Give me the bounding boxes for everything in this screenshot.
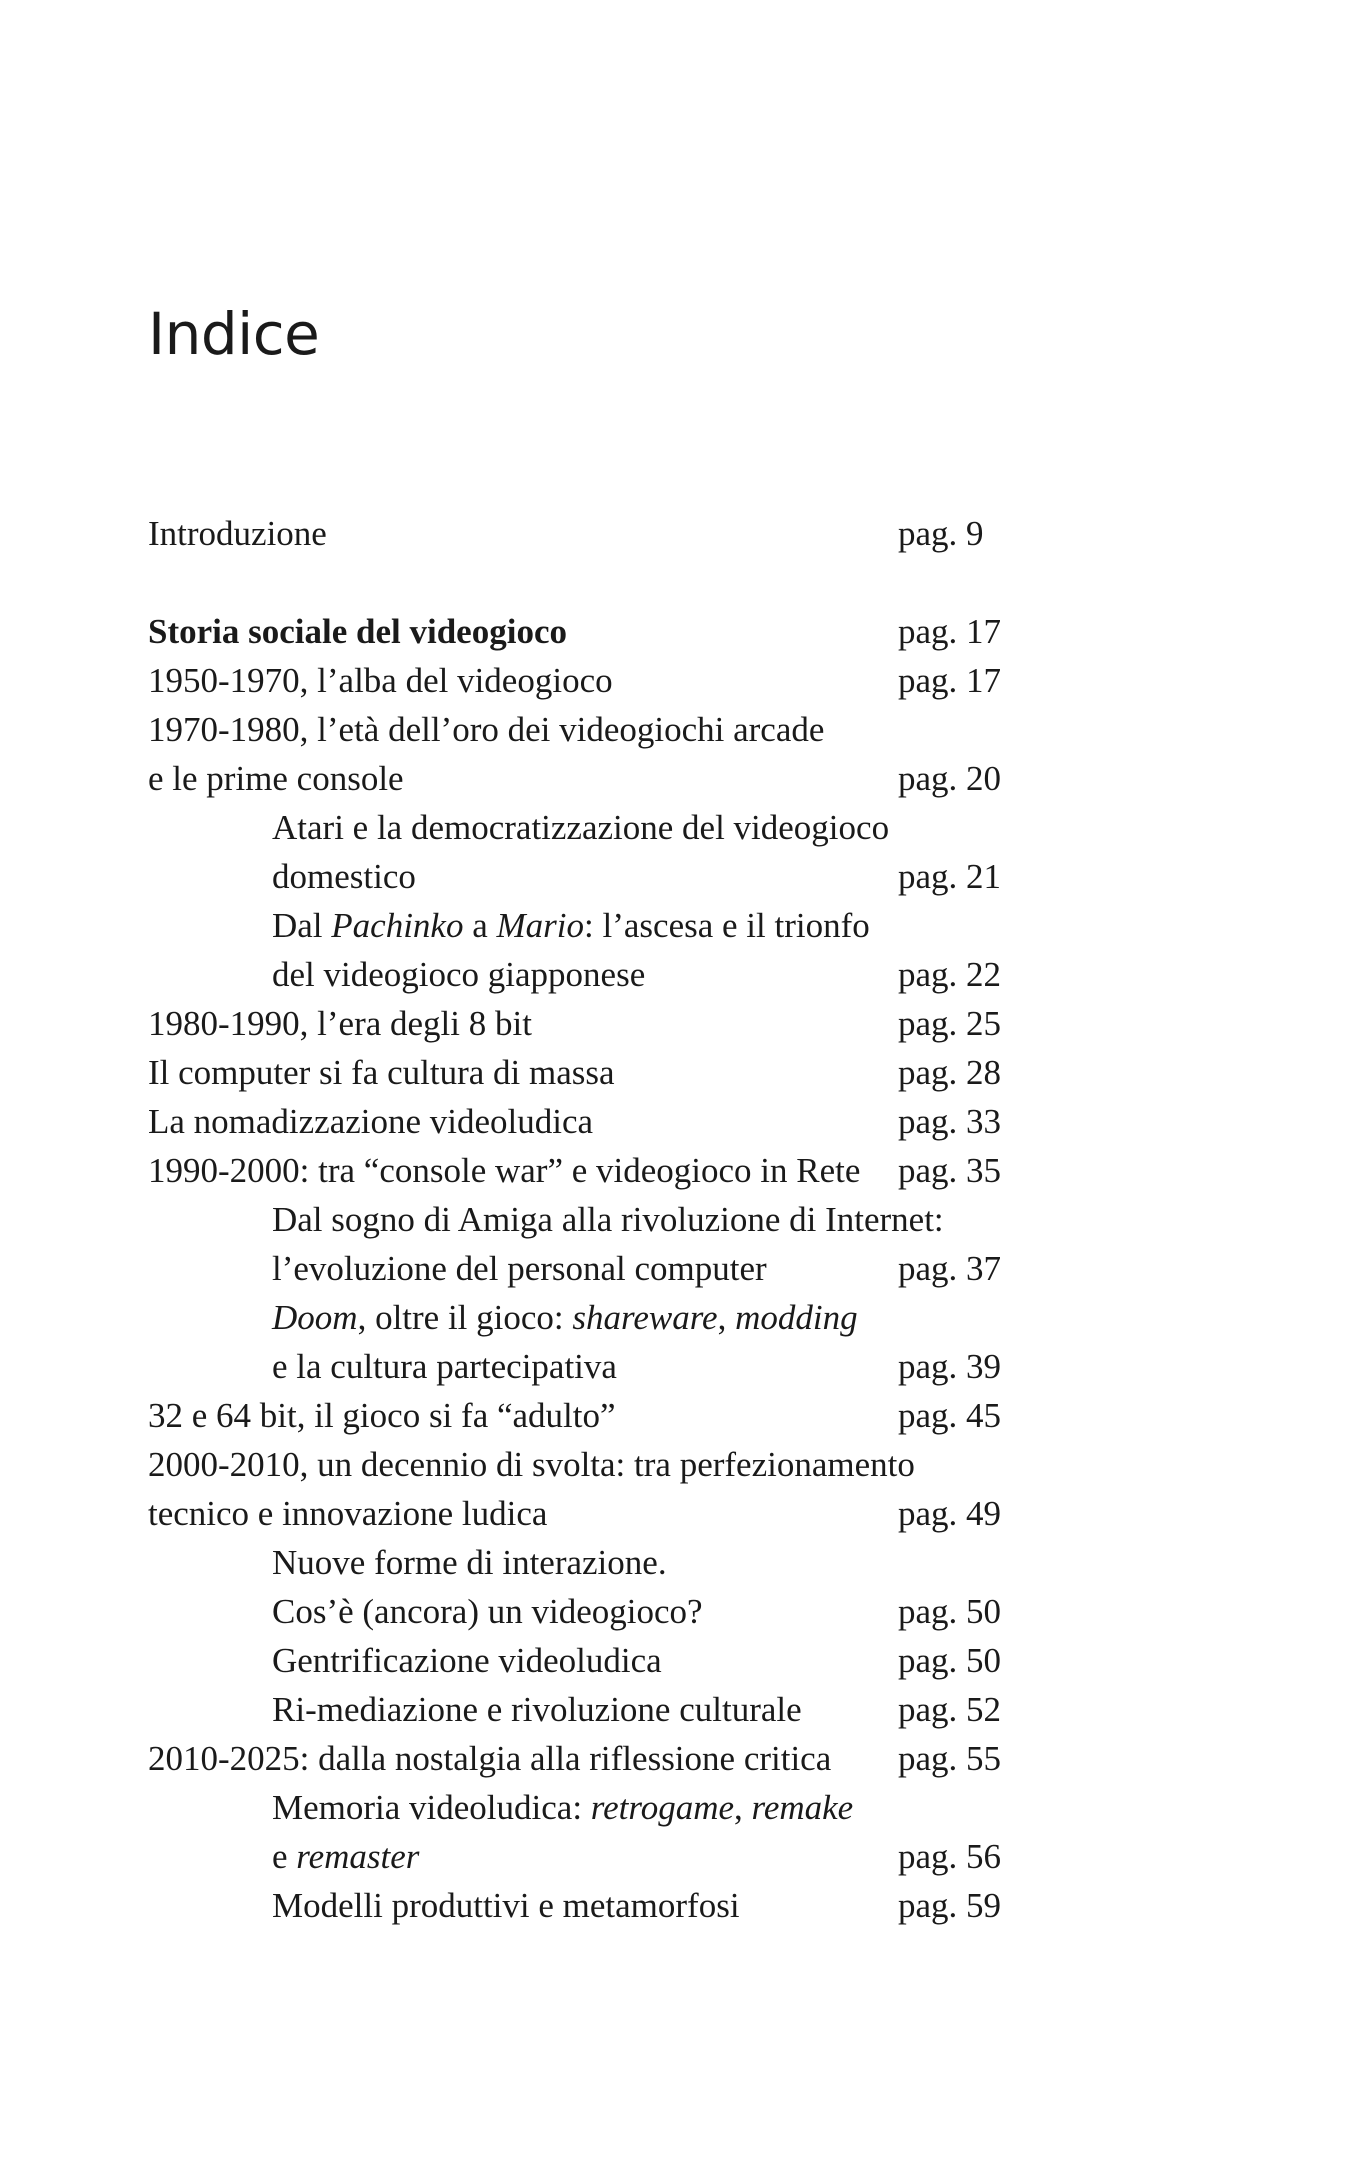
toc-entry-title bbox=[148, 656, 613, 705]
toc-entry-title bbox=[148, 1636, 662, 1685]
toc-entry-title bbox=[148, 1048, 615, 1097]
toc-subentry bbox=[148, 803, 1048, 852]
toc-entry bbox=[148, 754, 1048, 803]
toc-entry-title bbox=[148, 1440, 915, 1489]
page-number: pag. 59 bbox=[898, 1886, 1002, 1925]
toc-entry bbox=[148, 705, 1048, 754]
title-text: Dal bbox=[272, 906, 332, 945]
toc-entry bbox=[148, 1048, 1048, 1097]
title-text: 2010-2025: dalla nostalgia alla riflessione critica bbox=[148, 1739, 832, 1778]
title-text: : l’ascesa e il trionfo bbox=[584, 906, 870, 945]
toc-subentry bbox=[148, 1832, 1048, 1881]
toc-entry-title bbox=[148, 1538, 667, 1587]
toc-entry-title bbox=[148, 901, 870, 950]
toc-entry bbox=[148, 1440, 1048, 1489]
title-text: Memoria videoludica: bbox=[272, 1788, 591, 1827]
page-number: pag. 28 bbox=[898, 1053, 1002, 1092]
toc-entry-title bbox=[148, 1685, 802, 1734]
title-text: Introduzione bbox=[148, 514, 327, 553]
page-number: pag. 25 bbox=[898, 1004, 1002, 1043]
toc-subentry bbox=[148, 1881, 1048, 1930]
title-text: Dal sogno di Amiga alla rivoluzione di Internet: bbox=[272, 1200, 944, 1239]
toc-subentry bbox=[148, 1587, 1048, 1636]
toc-entry-title bbox=[148, 1489, 547, 1538]
toc-entry bbox=[148, 607, 1048, 656]
title-text: 1980-1990, l’era degli 8 bit bbox=[148, 1004, 532, 1043]
toc-entry-title bbox=[148, 1097, 593, 1146]
page-number: pag. 17 bbox=[898, 612, 1002, 651]
italic-term: remaster bbox=[296, 1837, 420, 1876]
page-number: pag. 49 bbox=[898, 1494, 1002, 1533]
toc-subentry bbox=[148, 1244, 1048, 1293]
page-number: pag. 37 bbox=[898, 1249, 1002, 1288]
title-text: l’evoluzione del personal computer bbox=[272, 1249, 767, 1288]
toc-entry-title bbox=[148, 950, 645, 999]
title-text: Modelli produttivi e metamorfosi bbox=[272, 1886, 740, 1925]
page-number: pag. 21 bbox=[898, 857, 1002, 896]
toc-entry-title bbox=[148, 509, 327, 558]
italic-term: retrogame bbox=[590, 1788, 735, 1827]
title-text: 1970-1980, l’età dell’oro dei videogiochi arcade bbox=[148, 710, 825, 749]
page-title: Indice bbox=[148, 300, 320, 368]
toc-entry bbox=[148, 999, 1048, 1048]
toc-subentry bbox=[148, 1783, 1048, 1832]
title-text: del videogioco giapponese bbox=[272, 955, 646, 994]
toc-entry-title bbox=[148, 1146, 860, 1195]
toc-entry bbox=[148, 656, 1048, 705]
toc-entry bbox=[148, 1734, 1048, 1783]
page-number: pag. 20 bbox=[898, 759, 1002, 798]
toc-entry-title bbox=[148, 1587, 703, 1636]
toc-entry-title bbox=[148, 1783, 853, 1832]
toc-subentry bbox=[148, 1538, 1048, 1587]
page-number: pag. 55 bbox=[898, 1739, 1002, 1778]
title-text: , oltre il gioco: bbox=[357, 1298, 573, 1337]
toc-subentry bbox=[148, 1195, 1048, 1244]
italic-term: remake bbox=[751, 1788, 854, 1827]
toc-entry bbox=[148, 1097, 1048, 1146]
page-number: pag. 17 bbox=[898, 661, 1002, 700]
toc-entry-title bbox=[148, 1881, 740, 1930]
page-number: pag. 33 bbox=[898, 1102, 1002, 1141]
toc-entry-title bbox=[148, 1293, 858, 1342]
title-text: 1950-1970, l’alba del videogioco bbox=[148, 661, 613, 700]
title-text: e la cultura partecipativa bbox=[272, 1347, 617, 1386]
page-number: pag. 52 bbox=[898, 1690, 1002, 1729]
italic-term: Pachinko bbox=[331, 906, 464, 945]
title-text: , bbox=[734, 1788, 752, 1827]
title-text: 2000-2010, un decennio di svolta: tra perfezionamento bbox=[148, 1445, 915, 1484]
title-text: Storia sociale del videogioco bbox=[148, 612, 567, 651]
toc-subentry bbox=[148, 1293, 1048, 1342]
page-number: pag. 9 bbox=[898, 514, 984, 553]
toc-subentry bbox=[148, 1685, 1048, 1734]
toc-entry bbox=[148, 509, 1048, 558]
toc-entry-title bbox=[148, 999, 532, 1048]
toc-entry-title bbox=[148, 1244, 767, 1293]
title-text: Cos’è (ancora) un videogioco? bbox=[272, 1592, 703, 1631]
italic-term: modding bbox=[735, 1298, 858, 1337]
title-text: Gentrificazione videoludica bbox=[272, 1641, 662, 1680]
toc-subentry bbox=[148, 1636, 1048, 1685]
title-text: 1990-2000: tra “console war” e videogioco in Rete bbox=[148, 1151, 861, 1190]
title-text: , bbox=[717, 1298, 736, 1337]
toc-subentry bbox=[148, 1342, 1048, 1391]
toc-subentry bbox=[148, 901, 1048, 950]
title-text: Ri-mediazione e rivoluzione culturale bbox=[272, 1690, 802, 1729]
toc-entry-title bbox=[148, 803, 889, 852]
toc-entry-title bbox=[148, 754, 404, 803]
toc-entry-title bbox=[148, 1342, 617, 1391]
title-text: La nomadizzazione videoludica bbox=[148, 1102, 594, 1141]
toc-entry-title bbox=[148, 852, 416, 901]
title-text: e le prime console bbox=[148, 759, 404, 798]
toc-entry bbox=[148, 1489, 1048, 1538]
title-text: 32 e 64 bit, il gioco si fa “adulto” bbox=[148, 1396, 616, 1435]
toc-subentry bbox=[148, 950, 1048, 999]
page-number: pag. 45 bbox=[898, 1396, 1002, 1435]
toc-entry bbox=[148, 1391, 1048, 1440]
page-number: pag. 56 bbox=[898, 1837, 1002, 1876]
page-number: pag. 22 bbox=[898, 955, 1002, 994]
page-number: pag. 50 bbox=[898, 1592, 1002, 1631]
title-text: domestico bbox=[272, 857, 416, 896]
title-text: Nuove forme di interazione. bbox=[272, 1543, 667, 1582]
page-number: pag. 39 bbox=[898, 1347, 1002, 1386]
table-of-contents bbox=[148, 509, 1048, 1930]
toc-entry-title bbox=[148, 1391, 616, 1440]
page-number: pag. 35 bbox=[898, 1151, 1002, 1190]
italic-term: Doom bbox=[272, 1298, 358, 1337]
title-text: Atari e la democratizzazione del videogioco bbox=[272, 808, 890, 847]
title-text: a bbox=[463, 906, 497, 945]
toc-entry-title bbox=[148, 1832, 419, 1881]
toc-entry-title bbox=[148, 705, 824, 754]
toc-entry bbox=[148, 1146, 1048, 1195]
italic-term: shareware bbox=[572, 1298, 718, 1337]
italic-term: Mario bbox=[496, 906, 585, 945]
toc-subentry bbox=[148, 852, 1048, 901]
title-text: tecnico e innovazione ludica bbox=[148, 1494, 548, 1533]
page-number: pag. 50 bbox=[898, 1641, 1002, 1680]
title-text: e bbox=[272, 1837, 297, 1876]
toc-entry-title bbox=[148, 607, 567, 656]
toc-entry-title bbox=[148, 1734, 831, 1783]
title-text: Il computer si fa cultura di massa bbox=[148, 1053, 615, 1092]
toc-entry-title bbox=[148, 1195, 944, 1244]
